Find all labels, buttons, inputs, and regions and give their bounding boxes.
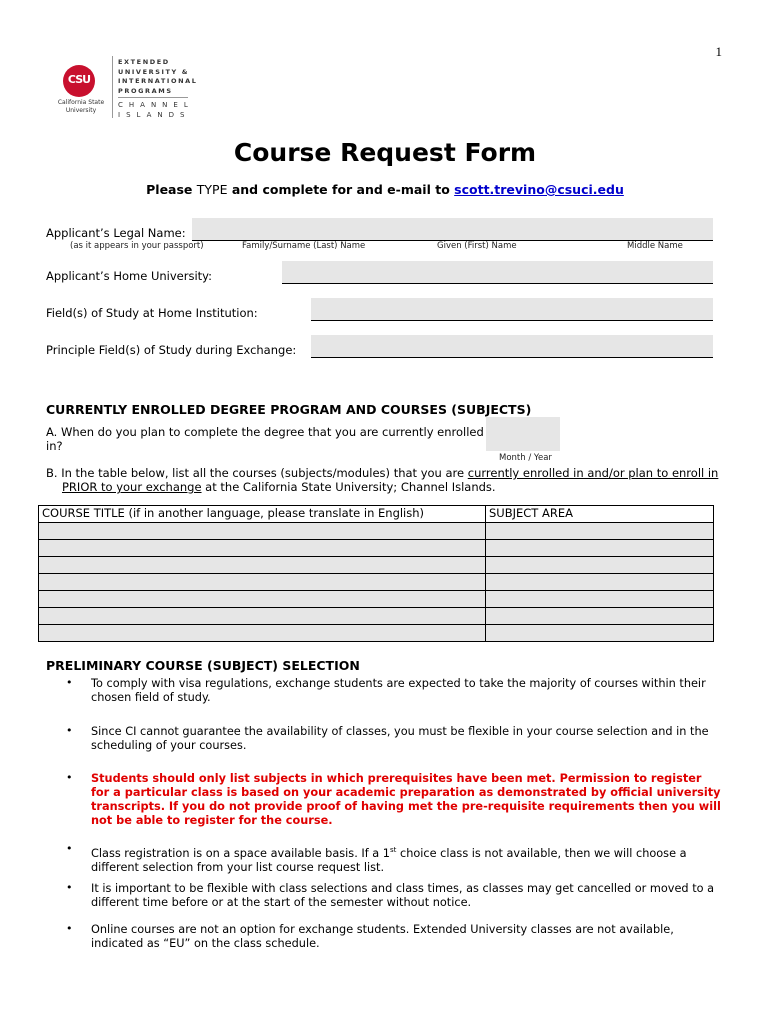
- legal-name-field[interactable]: [192, 218, 713, 241]
- subject-area-header: SUBJECT AREA: [486, 506, 714, 523]
- subject-area-cell[interactable]: [486, 574, 714, 591]
- bullet-icon: •: [66, 842, 73, 855]
- table-row: [39, 608, 714, 625]
- enrolled-heading: CURRENTLY ENROLLED DEGREE PROGRAM AND COURSES (SUBJECTS): [46, 402, 532, 417]
- page-number: 1: [715, 44, 722, 59]
- table-row: [39, 540, 714, 557]
- logo-campus-name: CHANNEL ISLANDS: [118, 101, 194, 119]
- exchange-field-study-label: Principle Field(s) of Study during Exchange:: [46, 343, 297, 357]
- question-a-line2: in?: [46, 439, 63, 453]
- table-row: [39, 523, 714, 540]
- legal-name-hint: (as it appears in your passport): [70, 241, 204, 251]
- bullet-text-5: It is important to be flexible with class selections and class times, as classes may get cancelled or moved to a different time before or at the start of the semester without notice.: [91, 882, 715, 909]
- logo-university-name: California State University: [57, 99, 105, 114]
- course-title-cell[interactable]: [39, 574, 486, 591]
- exchange-field-study-field[interactable]: [311, 335, 713, 358]
- subject-area-cell[interactable]: [486, 557, 714, 574]
- course-title-cell[interactable]: [39, 591, 486, 608]
- form-instructions: Please TYPE and complete for and e-mail to scott.trevino@csuci.edu: [146, 182, 624, 197]
- logo-divider: [112, 56, 113, 118]
- bullet-icon: •: [66, 771, 73, 784]
- course-title-cell[interactable]: [39, 523, 486, 540]
- home-field-study-label: Field(s) of Study at Home Institution:: [46, 306, 258, 320]
- month-year-caption: Month / Year: [499, 453, 552, 463]
- bullet-text-3-warning: Students should only list subjects in which prerequisites have been met. Permission to register for a particular class is based on your academic preparation as demonstrated by official university transcripts. If you do not provide proof of having met the pre-requisite requirements then you will not be able to register for the course.: [91, 772, 721, 827]
- question-b-line1: B. In the table below, list all the courses (subjects/modules) that you are currently enrolled in and/or plan to enroll in: [46, 466, 719, 480]
- question-b-line2: PRIOR to your exchange at the California State University; Channel Islands.: [62, 480, 496, 494]
- home-field-study-field[interactable]: [311, 298, 713, 321]
- table-row: [39, 625, 714, 642]
- legal-name-label: Applicant’s Legal Name:: [46, 226, 186, 240]
- home-university-field[interactable]: [282, 261, 713, 284]
- subject-area-cell[interactable]: [486, 523, 714, 540]
- table-row: [39, 557, 714, 574]
- table-row: [39, 574, 714, 591]
- subject-area-cell[interactable]: [486, 591, 714, 608]
- logo-rule: [118, 97, 188, 98]
- given-name-caption: Given (First) Name: [437, 241, 517, 251]
- bullet-text-4: Class registration is on a space available basis. If a 1st choice class is not available, then we will choose a different selection from your list course request list.: [91, 846, 687, 874]
- email-link[interactable]: scott.trevino@csuci.edu: [454, 182, 624, 197]
- table-row: [39, 591, 714, 608]
- bullet-text-1: To comply with visa regulations, exchange students are expected to take the majority of courses within their chosen field of study.: [91, 677, 706, 704]
- preliminary-heading: PRELIMINARY COURSE (SUBJECT) SELECTION: [46, 658, 360, 673]
- course-title-cell[interactable]: [39, 625, 486, 642]
- bullet-icon: •: [66, 881, 73, 894]
- completion-date-field[interactable]: [486, 417, 560, 451]
- subject-area-cell[interactable]: [486, 540, 714, 557]
- course-title-header: COURSE TITLE (if in another language, please translate in English): [39, 506, 486, 523]
- course-title-cell[interactable]: [39, 557, 486, 574]
- courses-table: [38, 505, 714, 642]
- bullet-text-2: Since CI cannot guarantee the availability of classes, you must be flexible in your course selection and in the scheduling of your courses.: [91, 725, 709, 752]
- course-title-cell[interactable]: [39, 540, 486, 557]
- middle-name-caption: Middle Name: [627, 241, 683, 251]
- course-title-cell[interactable]: [39, 608, 486, 625]
- home-university-label: Applicant’s Home University:: [46, 269, 212, 283]
- csu-logo-icon: CSU: [63, 65, 95, 97]
- bullet-icon: •: [66, 922, 73, 935]
- page-title: Course Request Form: [233, 138, 537, 167]
- question-a-line1: A. When do you plan to complete the degree that you are currently enrolled: [46, 425, 484, 439]
- bullet-text-6: Online courses are not an option for exchange students. Extended University classes are not available, indicated as “EU” on the class schedule.: [91, 923, 674, 950]
- table-header-row: [39, 506, 714, 523]
- logo-unit-name: EXTENDED UNIVERSITY & INTERNATIONAL PROGRAMS: [118, 58, 198, 95]
- subject-area-cell[interactable]: [486, 625, 714, 642]
- subject-area-cell[interactable]: [486, 608, 714, 625]
- bullet-icon: •: [66, 676, 73, 689]
- family-name-caption: Family/Surname (Last) Name: [242, 241, 366, 251]
- bullet-icon: •: [66, 724, 73, 737]
